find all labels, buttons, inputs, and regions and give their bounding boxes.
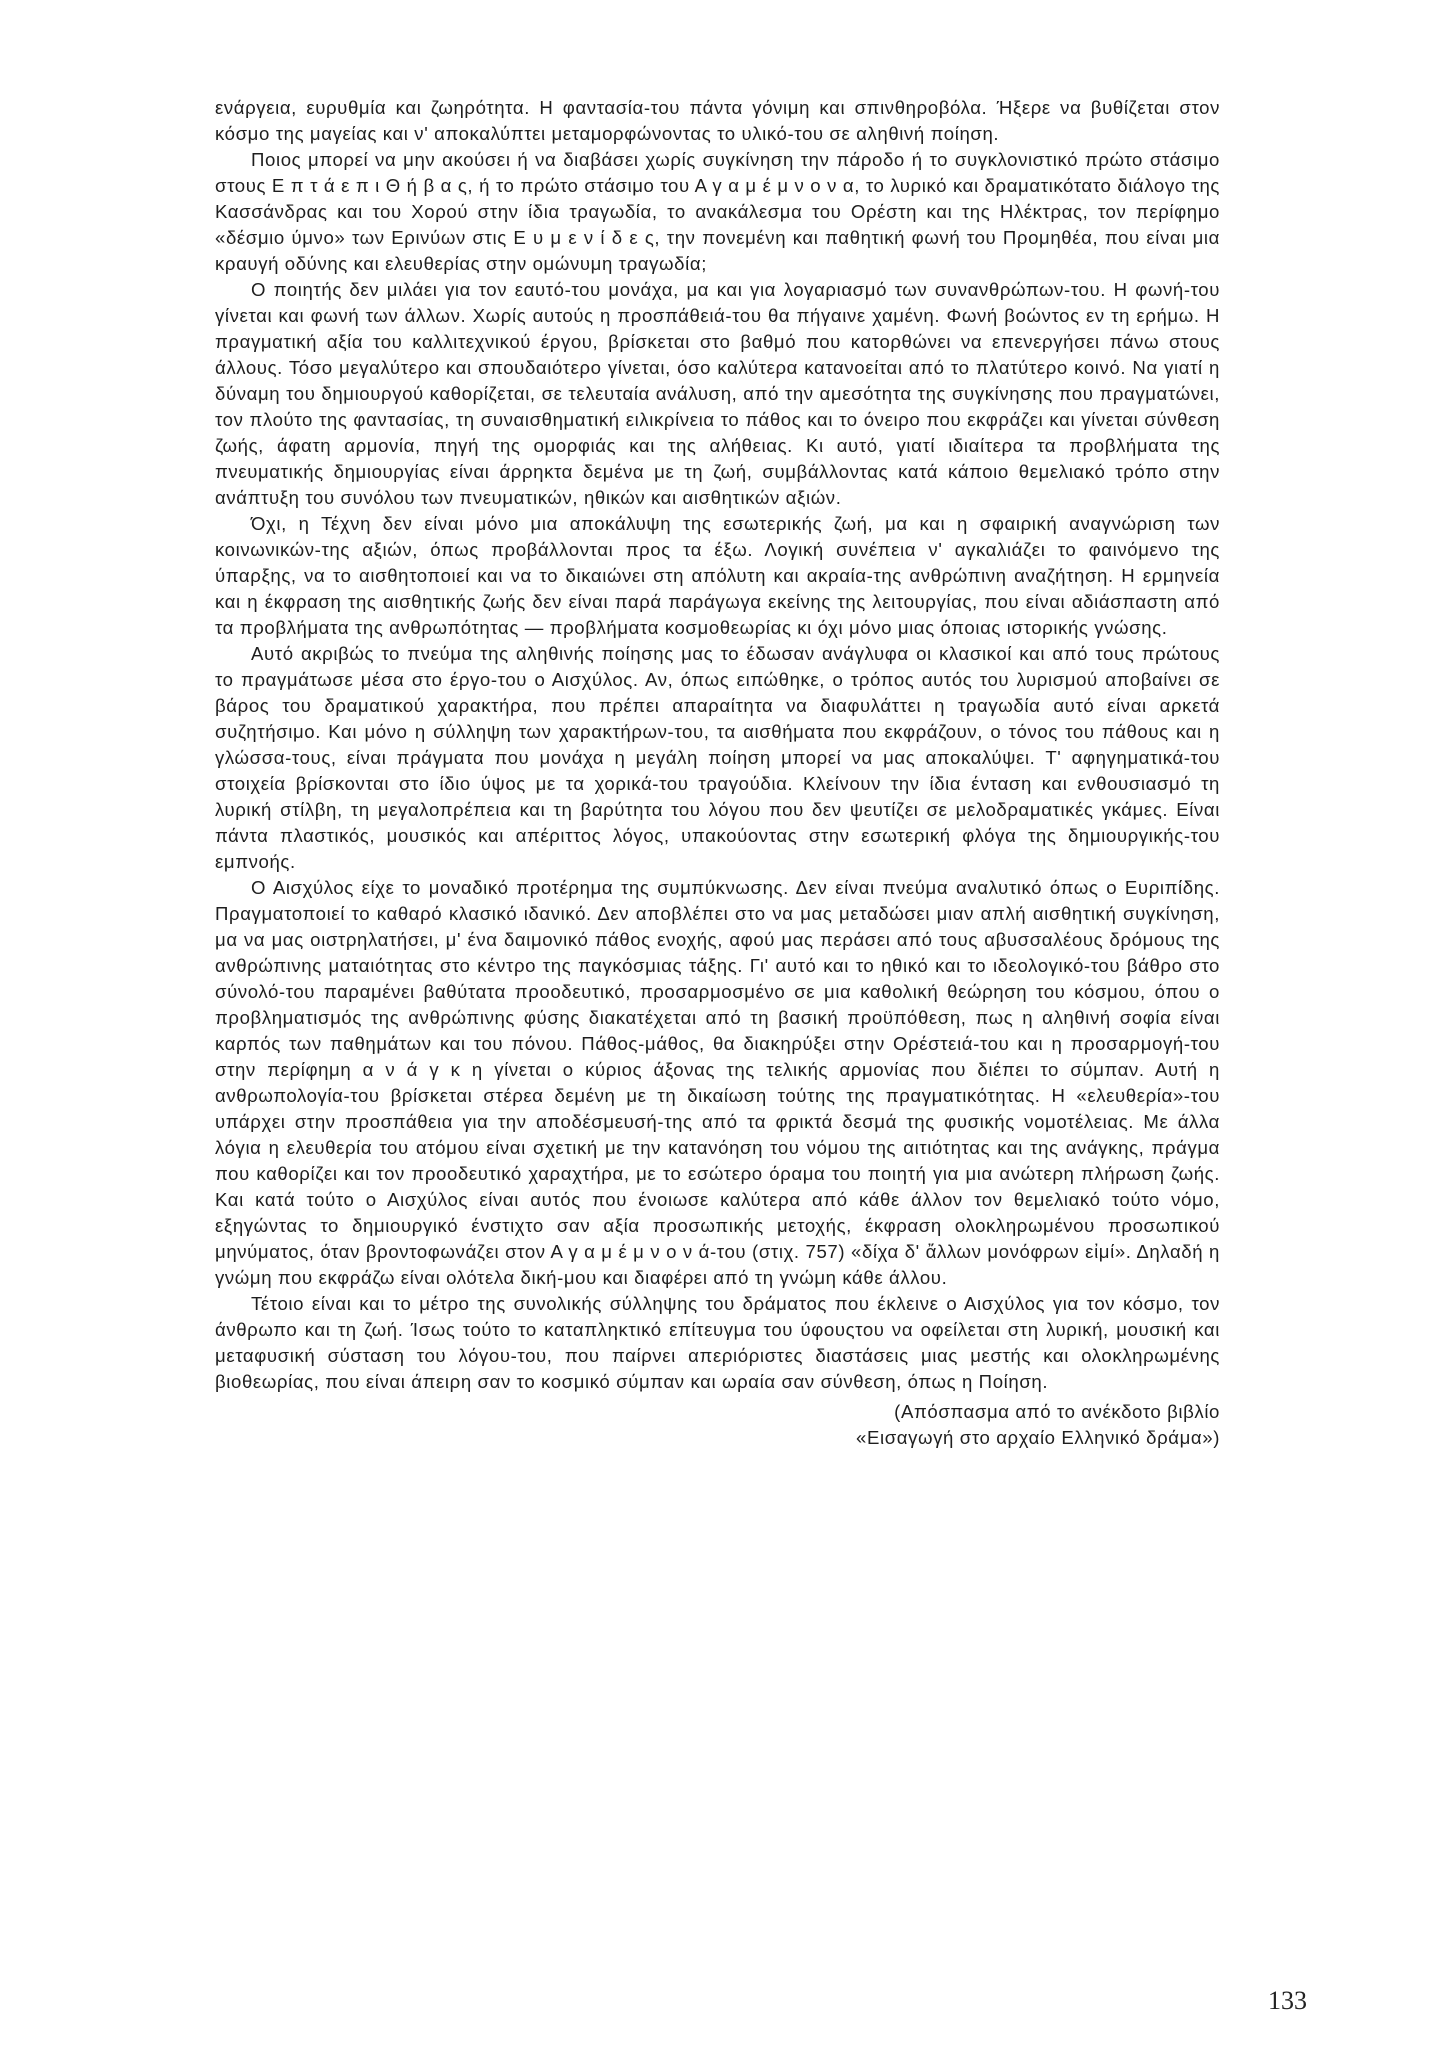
paragraph-5: Αυτό ακριβώς το πνεύμα της αληθινής ποίησης μας το έδωσαν ανάγλυφα οι κλασικοί και από τους πρώτους το πραγμάτωσε μέσα στο έργο-του ο Αισχύλος. Αν, όπως ειπώθηκε, ο τρόπος αυτός του λυρισμού αποβαίνει σε βάρος του δραματικού χαρακτήρα, που πρέπει απαραίτητα να διαφυλάττει η τραγωδία αυτό είναι αρκετά συζητήσιμο. Και μόνο η σύλληψη των χαρακτήρων-του, τα αισθήματα που εκφράζουν, ο τόνος του πάθους και η γλώσσα-τους, είναι πράγματα που μονάχα η μεγάλη ποίηση μπορεί να μας αποκαλύψει. Τ' αφηγηματικά-του στοιχεία βρίσκονται στο ίδιο ύψος με τα χορικά-του τραγούδια. Κλείνουν την ίδια ένταση και ενθουσιασμό τη λυρική στίλβη, τη μεγαλοπρέπεια και τη βαρύτητα του λόγου που δεν ψευτίζει σε μελοδραματικές γκάμες. Είναι πάντα πλαστικός, μουσικός και απέριττος λόγος, υπακούοντας στην εσωτερική φλόγα της δημιουργικής-του εμπνοής. [215, 643, 1220, 872]
source-citation-line-1: (Απόσπασμα από το ανέκδοτο βιβλίο [894, 1401, 1220, 1422]
paragraph-6: Ο Αισχύλος είχε το μοναδικό προτέρημα της συμπύκνωσης. Δεν είναι πνεύμα αναλυτικό όπως ο Ευριπίδης. Πραγματοποιεί το καθαρό κλασικό ιδανικό. Δεν αποβλέπει στο να μας μεταδώσει μιαν απλή αισθητική συγκίνηση, μα να μας οιστρηλατήσει, μ' ένα δαιμονικό πάθος ενοχής, αφού μας περάσει από τους αβυσσαλέους δρόμους της ανθρώπινης ματαιότητας στο κέντρο της παγκόσμιας τάξης. Γι' αυτό και το ηθικό και το ιδεολογικό-του βάθρο στο σύνολό-του παραμένει βαθύτατα προοδευτικό, προσαρμοσμένο σε μια καθολική θεώρηση του κόσμου, όπου ο προβληματισμός της ανθρώπινης φύσης διακατέχεται από τη βασική προϋπόθεση, πως η αληθινή σοφία είναι καρπός των παθημάτων και του πόνου. Πάθος-μάθος, θα διακηρύξει στην Ορέστειά-του και η προσαρμογή-του στην περίφημη α ν ά γ κ η γίνεται ο κύριος άξονας της τελικής αρμονίας που διέπει το σύμπαν. Αυτή η ανθρωπολογία-του βρίσκεται στέρεα δεμένη με τη δικαίωση τούτης της πραγματικότητας. Η «ελευθερία»-του υπάρχει στην προσπάθεια για την αποδέσμευσή-της από τα φρικτά δεσμά της φυσικής νομοτέλειας. Με άλλα λόγια η ελευθερία του ατόμου είναι σχετική με την κατανόηση του νόμου της αιτιότητας και της ανάγκης, πράγμα που καθορίζει και τον προοδευτικό χαραχτήρα, με το εσώτερο όραμα του ποιητή για μια ανώτερη πλήρωση ζωής. Και κατά τούτο ο Αισχύλος είναι αυτός που ένοιωσε καλύτερα από κάθε άλλον τον θεμελιακό τούτο νόμο, εξηγώντας το δημιουργικό ένστιχτο σαν αξία προσωπικής μετοχής, έκφραση ολοκληρωμένου προσωπικού μηνύματος, όταν βροντοφωνάζει στον Α γ α μ έ μ ν ο ν ά-του (στιχ. 757) «δίχα δ' ἄλλων μονόφρων εἰμί». Δηλαδή η γνώμη που εκφράζω είναι ολότελα δική-μου και διαφέρει από τη γνώμη κάθε άλλου. [215, 877, 1220, 1288]
paragraph-7: Τέτοιο είναι και το μέτρο της συνολικής σύλληψης του δράματος που έκλεινε ο Αισχύλος για τον κόσμο, τον άνθρωπο και τη ζωή. Ίσως τούτο το καταπληκτικό επίτευγμα του ύφουςτου να οφείλεται στη λυρική, μουσική και μεταφυσική σύσταση του λόγου-του, που παίρνει απεριόριστες διαστάσεις μιας μεστής και ολοκληρωμένης βιοθεωρίας, που είναι άπειρη σαν το κοσμικό σύμπαν και ωραία σαν σύνθεση, όπως η Ποίηση. [215, 1293, 1220, 1392]
paragraph-2: Ποιος μπορεί να μην ακούσει ή να διαβάσει χωρίς συγκίνηση την πάροδο ή το συγκλονιστικό πρώτο στάσιμο στους Ε π τ ά ε π ι Θ ή β α ς, ή το πρώτο στάσιμο του Α γ α μ έ μ ν ο ν α, το λυρικό και δραματικότατο διάλογο της Κασσάνδρας και του Χορού στην ίδια τραγωδία, το ανακάλεσμα του Ορέστη και της Ηλέκτρας, τον περίφημο «δέσμιο ύμνο» των Ερινύων στις Ε υ μ ε ν ί δ ε ς, την πονεμένη και παθητική φωνή του Προμηθέα, που είναι μια κραυγή οδύνης και ελευθερίας στην ομώνυμη τραγωδία; [215, 149, 1220, 274]
source-citation-line-2: «Εισαγωγή στο αρχαίο Ελληνικό δράμα») [856, 1427, 1220, 1448]
paragraph-3: Ο ποιητής δεν μιλάει για τον εαυτό-του μονάχα, μα και για λογαριασμό των συνανθρώπων-του. Η φωνή-του γίνεται και φωνή των άλλων. Χωρίς αυτούς η προσπάθειά-του θα πήγαινε χαμένη. Φωνή βοώντος εν τη ερήμω. Η πραγματική αξία του καλλιτεχνικού έργου, βρίσκεται στο βαθμό που κατορθώνει να επενεργήσει πάνω στους άλλους. Τόσο μεγαλύτερο και σπουδαιότερο γίνεται, όσο καλύτερα κατανοείται από το πλατύτερο κοινό. Να γιατί η δύναμη του δημιουργού καθορίζεται, σε τελευταία ανάλυση, από την αμεσότητα της συγκίνησης που πραγματώνει, τον πλούτο της φαντασίας, τη συναισθηματική ειλικρίνεια το πάθος και το όνειρο που εκφράζει και γίνεται σύνθεση ζωής, άφατη αρμονία, πηγή της ομορφιάς και της αλήθειας. Κι αυτό, γιατί ιδιαίτερα τα προβλήματα της πνευματικής δημιουργίας είναι άρρηκτα δεμένα με τη ζωή, συμβάλλοντας κατά κάποιο θεμελιακό τρόπο στην ανάπτυξη του συνόλου των πνευματικών, ηθικών και αισθητικών αξιών. [215, 279, 1220, 508]
source-citation [215, 1399, 1220, 1451]
article-body [215, 95, 1220, 1451]
paragraph-1: ενάργεια, ευρυθμία και ζωηρότητα. Η φαντασία-του πάντα γόνιμη και σπινθηροβόλα. Ήξερε να βυθίζεται στον κόσμο της μαγείας και ν' αποκαλύπτει μεταμορφώνοντας το υλικό-του σε αληθινή ποίηση. [215, 97, 1220, 144]
paragraph-4: Όχι, η Τέχνη δεν είναι μόνο μια αποκάλυψη της εσωτερικής ζωή, μα και η σφαιρική αναγνώριση των κοινωνικών-της αξιών, όπως προβάλλονται προς τα έξω. Λογική συνέπεια ν' αγκαλιάζει το φαινόμενο της ύπαρξης, να το αισθητοποιεί και να το δικαιώνει στη απόλυτη και ακραία-της ανθρώπινη αναζήτηση. Η ερμηνεία και η έκφραση της αισθητικής ζωής δεν είναι παρά παράγωγα εκείνης της λειτουργίας, που είναι αδιάσπαστη από τα προβλήματα της ανθρωπότητας — προβλήματα κοσμοθεωρίας κι όχι μόνο μιας όποιας ιστορικής γνώσης. [215, 513, 1220, 638]
page-number: 133 [1268, 1986, 1307, 2015]
